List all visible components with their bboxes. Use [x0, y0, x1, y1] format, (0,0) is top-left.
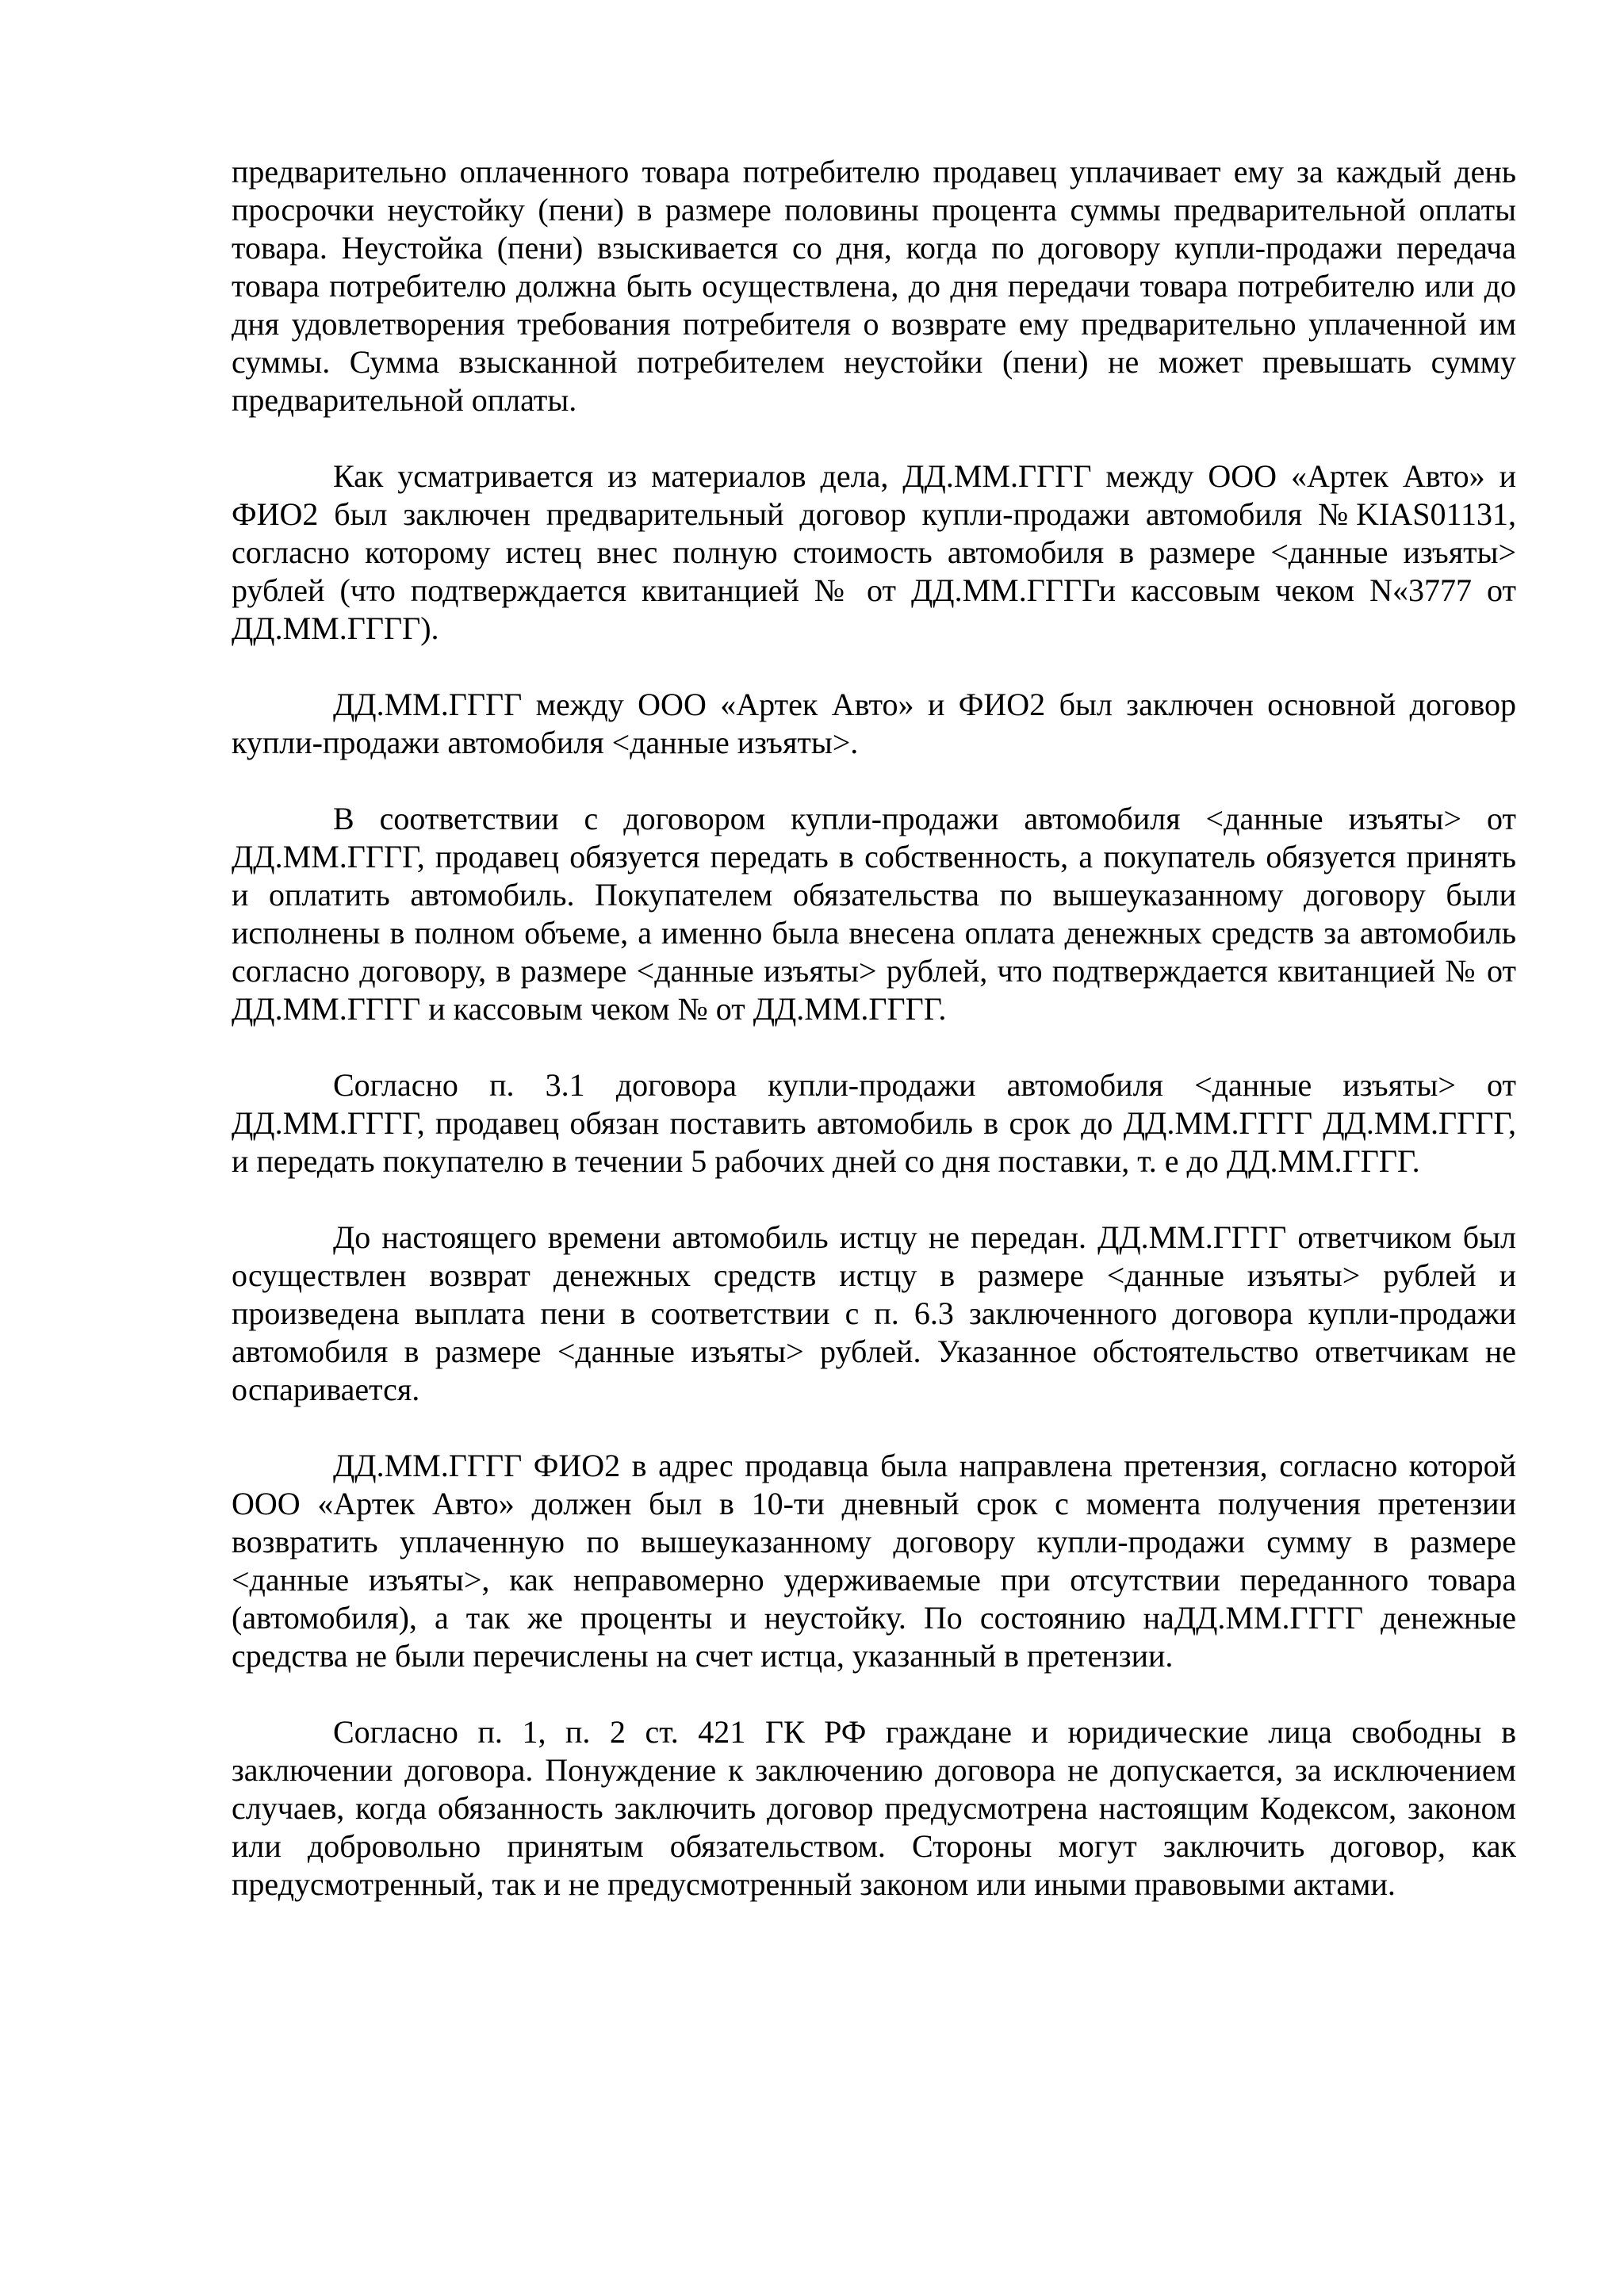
paragraph-delivery-terms: Согласно п. 3.1 договора купли-продажи автомобиля <данные изъяты> от ДД.ММ.ГГГГ, продавец обязан поставить автомобиль в срок до ДД.ММ.ГГГГ ДД.ММ.ГГГГ, и передать покупателю в течении 5 рабочих дней со дня поставки, т. е до ДД.ММ.ГГГГ. — [232, 1067, 1516, 1179]
paragraph-continuation: предварительно оплаченного товара потребителю продавец уплачивает ему за каждый день просрочки неустойку (пени) в размере половины процента суммы предварительной оплаты товара. Неустойка (пени) взыскивается со дня, когда по договору купли-продажи передача товара потребителю должна быть осуществлена, до дня передачи товара потребителю или до дня удовлетворения требования потребителя о возврате ему предварительно уплаченной им суммы. Сумма взысканной потребителем неустойки (пени) не может превышать сумму предварительной оплаты. — [232, 154, 1516, 418]
paragraph-refund: До настоящего времени автомобиль истцу не передан. ДД.ММ.ГГГГ ответчиком был осуществлен возврат денежных средств истцу в размере <данные изъяты> рублей и произведена выплата пени в соответствии с п. 6.3 заключенного договора купли-продажи автомобиля в размере <данные изъяты> рублей. Указанное обстоятельство ответчикам не оспаривается. — [232, 1219, 1516, 1407]
paragraph-preliminary-contract: Как усматривается из материалов дела, ДД.ММ.ГГГГ между ООО «Артек Авто» и ФИО2 был заключен предварительный договор купли-продажи автомобиля №KIAS01131, согласно которому истец внес полную стоимость автомобиля в размере <данные изъяты> рублей (что подтверждается квитанцией № от ДД.ММ.ГГГГи кассовым чеком N«3777 от ДД.ММ.ГГГГ). — [232, 458, 1516, 646]
paragraph-civil-code: Согласно п. 1, п. 2 ст. 421 ГК РФ граждане и юридические лица свободны в заключении договора. Понуждение к заключению договора не допускается, за исключением случаев, когда обязанность заключить договор предусмотрена настоящим Кодексом, законом или добровольно принятым обязательством. Стороны могут заключить договор, как предусмотренный, так и не предусмотренный законом или иными правовыми актами. — [232, 1714, 1516, 1902]
paragraph-claim: ДД.ММ.ГГГГ ФИО2 в адрес продавца была направлена претензия, согласно которой ООО «Артек Авто» должен был в 10-ти дневный срок с момента получения претензии возвратить уплаченную по вышеуказанному договору купли-продажи сумму в размере <данные изъяты>, как неправомерно удерживаемые при отсутствии переданного товара (автомобиля), а так же проценты и неустойку. По состоянию наДД.ММ.ГГГГ денежные средства не были перечислены на счет истца, указанный в претензии. — [232, 1448, 1516, 1674]
paragraph-contract-terms: В соответствии с договором купли-продажи автомобиля <данные изъяты> от ДД.ММ.ГГГГ, продавец обязуется передать в собственность, а покупатель обязуется принять и оплатить автомобиль. Покупателем обязательства по вышеуказанному договору были исполнены в полном объеме, а именно была внесена оплата денежных средств за автомобиль согласно договору, в размере <данные изъяты> рублей, что подтверждается квитанцией № от ДД.ММ.ГГГГ и кассовым чеком № от ДД.ММ.ГГГГ. — [232, 801, 1516, 1027]
document-body — [232, 153, 1516, 1942]
paragraph-main-contract: ДД.ММ.ГГГГ между ООО «Артек Авто» и ФИО2 был заключен основной договор купли-продажи автомобиля <данные изъяты>. — [232, 687, 1516, 760]
